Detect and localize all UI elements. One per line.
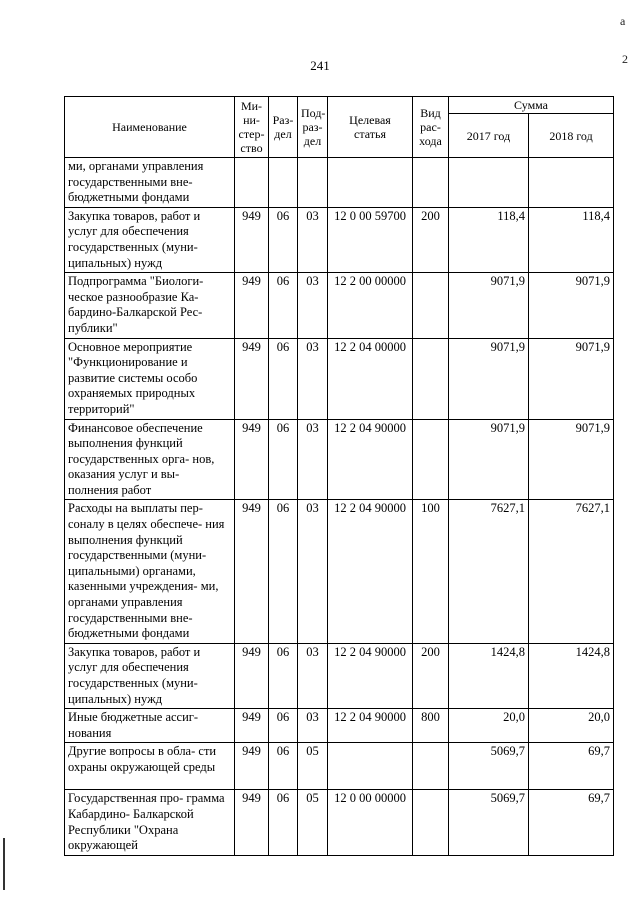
- header-name: Наименование: [65, 97, 235, 158]
- row-amount-2017: 5069,7: [449, 790, 529, 855]
- row-amount-2017: 5069,7: [449, 743, 529, 790]
- row-section: 06: [269, 419, 298, 500]
- row-name: Основное мероприятие "Функционирование и развитие системы особо охраняемых природных территорий": [65, 338, 235, 419]
- row-subsection: 03: [298, 338, 328, 419]
- row-expense-type: 200: [413, 643, 449, 708]
- header-section: Раз- дел: [269, 97, 298, 158]
- row-subsection: 05: [298, 743, 328, 790]
- row-expense-type: [413, 790, 449, 855]
- row-section: 06: [269, 643, 298, 708]
- row-amount-2017: [449, 158, 529, 208]
- row-section: [269, 158, 298, 208]
- row-ministry: [235, 158, 269, 208]
- row-section: 06: [269, 273, 298, 338]
- header-target: Целевая статья: [328, 97, 413, 158]
- row-amount-2018: 9071,9: [529, 273, 614, 338]
- row-ministry: 949: [235, 790, 269, 855]
- header-year-2018: 2018 год: [529, 114, 614, 158]
- row-amount-2018: 20,0: [529, 709, 614, 743]
- row-amount-2018: 118,4: [529, 207, 614, 272]
- row-ministry: 949: [235, 643, 269, 708]
- row-amount-2018: 9071,9: [529, 419, 614, 500]
- row-target-article: 12 0 00 59700: [328, 207, 413, 272]
- row-subsection: 03: [298, 709, 328, 743]
- table-row: [65, 500, 614, 643]
- row-subsection: 03: [298, 207, 328, 272]
- row-amount-2018: 7627,1: [529, 500, 614, 643]
- row-subsection: 03: [298, 273, 328, 338]
- row-target-article: 12 2 04 90000: [328, 643, 413, 708]
- row-expense-type: 800: [413, 709, 449, 743]
- row-name: Государственная про- грамма Кабардино- Балкарской Республики "Охрана окружающей: [65, 790, 235, 855]
- row-expense-type: [413, 419, 449, 500]
- row-amount-2018: 9071,9: [529, 338, 614, 419]
- table-row: [65, 790, 614, 855]
- row-target-article: 12 2 04 90000: [328, 709, 413, 743]
- row-ministry: 949: [235, 419, 269, 500]
- row-target-article: 12 2 00 00000: [328, 273, 413, 338]
- row-target-article: 12 2 04 90000: [328, 419, 413, 500]
- budget-table: [64, 96, 614, 856]
- row-expense-type: [413, 338, 449, 419]
- row-amount-2017: 7627,1: [449, 500, 529, 643]
- row-amount-2018: 69,7: [529, 790, 614, 855]
- row-target-article: [328, 158, 413, 208]
- header-ministry: Ми- ни- стер- ство: [235, 97, 269, 158]
- row-section: 06: [269, 709, 298, 743]
- row-section: 06: [269, 338, 298, 419]
- row-ministry: 949: [235, 207, 269, 272]
- row-name: Закупка товаров, работ и услуг для обеспечения государственных (муни- ципальных) нужд: [65, 643, 235, 708]
- row-subsection: 03: [298, 419, 328, 500]
- row-section: 06: [269, 743, 298, 790]
- row-amount-2018: 69,7: [529, 743, 614, 790]
- row-target-article: 12 0 00 00000: [328, 790, 413, 855]
- table-row: [65, 338, 614, 419]
- table-row: [65, 207, 614, 272]
- table-row: [65, 419, 614, 500]
- page-number: 241: [310, 58, 330, 73]
- row-name: Подпрограмма "Биологи- ческое разнообразие Ка- бардино-Балкарской Рес- публики": [65, 273, 235, 338]
- row-amount-2017: 9071,9: [449, 338, 529, 419]
- row-target-article: 12 2 04 00000: [328, 338, 413, 419]
- header-year-2017: 2017 год: [449, 114, 529, 158]
- row-name: Другие вопросы в обла- сти охраны окружающей среды: [65, 743, 235, 790]
- row-target-article: [328, 743, 413, 790]
- row-name: Финансовое обеспечение выполнения функций государственных орга- нов, оказания услуг и вы- полнения работ: [65, 419, 235, 500]
- row-ministry: 949: [235, 338, 269, 419]
- row-target-article: 12 2 04 90000: [328, 500, 413, 643]
- row-ministry: 949: [235, 743, 269, 790]
- table-row: [65, 709, 614, 743]
- row-subsection: 05: [298, 790, 328, 855]
- corner-mark-side: 2: [622, 52, 628, 66]
- row-amount-2018: [529, 158, 614, 208]
- row-expense-type: [413, 158, 449, 208]
- row-amount-2017: 9071,9: [449, 419, 529, 500]
- header-expense-type: Вид рас- хода: [413, 97, 449, 158]
- row-name: Расходы на выплаты пер- соналу в целях обеспече- ния выполнения функций государственными (муни- ципальными) органами, казенными учреждения- ми, органами управления государственными вне- бюджетными фондами: [65, 500, 235, 643]
- row-ministry: 949: [235, 500, 269, 643]
- row-ministry: 949: [235, 273, 269, 338]
- row-section: 06: [269, 500, 298, 643]
- row-subsection: 03: [298, 500, 328, 643]
- corner-mark-top: a: [620, 14, 626, 28]
- row-ministry: 949: [235, 709, 269, 743]
- scan-margin-rule: [3, 838, 5, 890]
- header-sum: Сумма: [449, 97, 614, 114]
- row-expense-type: [413, 743, 449, 790]
- row-subsection: [298, 158, 328, 208]
- row-amount-2017: 20,0: [449, 709, 529, 743]
- row-name: Иные бюджетные ассиг- нования: [65, 709, 235, 743]
- header-subsection: Под- раз- дел: [298, 97, 328, 158]
- row-expense-type: 100: [413, 500, 449, 643]
- row-name: Закупка товаров, работ и услуг для обеспечения государственных (муни- ципальных) нужд: [65, 207, 235, 272]
- row-amount-2018: 1424,8: [529, 643, 614, 708]
- table-row: [65, 158, 614, 208]
- table-row: [65, 743, 614, 790]
- row-section: 06: [269, 207, 298, 272]
- table-row: [65, 643, 614, 708]
- row-amount-2017: 118,4: [449, 207, 529, 272]
- row-amount-2017: 1424,8: [449, 643, 529, 708]
- row-section: 06: [269, 790, 298, 855]
- row-expense-type: [413, 273, 449, 338]
- row-name: ми, органами управления государственными вне- бюджетными фондами: [65, 158, 235, 208]
- table-row: [65, 273, 614, 338]
- row-subsection: 03: [298, 643, 328, 708]
- row-amount-2017: 9071,9: [449, 273, 529, 338]
- row-expense-type: 200: [413, 207, 449, 272]
